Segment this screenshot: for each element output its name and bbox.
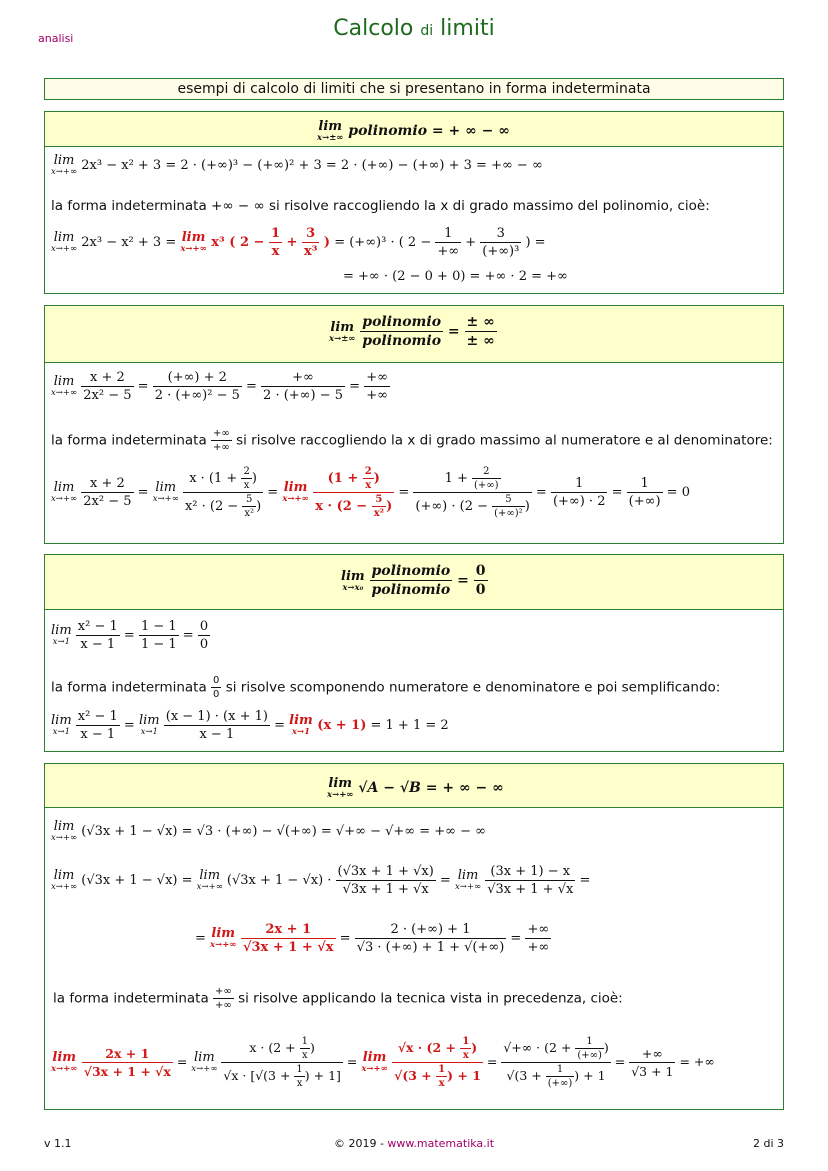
formula-result: = +∞ · (2 − 0 + 0) = +∞ · 2 = +∞ [343, 269, 568, 284]
text-part: la forma indeterminata [51, 432, 207, 449]
heading-rnum: ± ∞ [466, 314, 495, 330]
box-heading: lim x→±∞ polinomio polinomio = ± ∞ ± ∞ [45, 306, 783, 363]
page-number: 2 di 3 [752, 1137, 784, 1150]
explanation-text: la forma indeterminata +∞ − ∞ si risolve raccogliendo la x di grado massimo del polinomio, cioè: [51, 198, 710, 214]
version-label: v 1.1 [44, 1137, 72, 1150]
formula-line: lim x→+∞ 2x³ − x² + 3 = 2 · (+∞)³ − (+∞)² + 3 = 2 · (+∞) − (+∞) + 3 = +∞ − ∞ [51, 153, 543, 177]
text-part: si risolve raccogliendo la x di grado massimo al numeratore e al denominatore: [236, 432, 773, 449]
heading-den: polinomio [362, 333, 442, 349]
text-part: si risolve applicando la tecnica vista in precedenza, cioè: [238, 990, 623, 1007]
title-part: di [420, 23, 434, 39]
text-part: la forma indeterminata [53, 990, 209, 1007]
box-heading: lim x→±∞ polinomio = + ∞ − ∞ [45, 112, 783, 147]
site-link[interactable]: www.matematika.it [387, 1137, 495, 1150]
formula-line: lim x→+∞ (√3x + 1 − √x) = √3 · (+∞) − √(+∞) = √+∞ − √+∞ = +∞ − ∞ [51, 819, 486, 843]
page-title [0, 16, 828, 41]
explanation-text: la forma indeterminata +∞ +∞ si risolve raccogliendo la x di grado massimo al numeratore e al denominatore: [51, 428, 773, 453]
explanation-text: la forma indeterminata $\frac{0}{0}$ si risolve scomponendo numeratore e denominatore e poi semplificando: [51, 675, 721, 700]
copyright-text: © 2019 - [333, 1137, 388, 1150]
text-part: la forma indeterminata [51, 679, 207, 696]
formula-line: lim x→+∞ $\frac{x + 2}{\text{2x² − 5}}$ = $\frac{(+\infty) + 2}{\text{2 · (+∞)² − 5}}$ = +∞ 2 · (+∞) − 5 = +∞ +∞ [51, 370, 388, 403]
heading-num: polinomio [362, 314, 442, 330]
formula-line: lim x→+∞ (√3x + 1 − √x) = lim x→+∞ (√3x + 1 − √x) · $\frac{(√3x + 1 + √x)}{√3x + 1 + √x}$ = lim x→+∞ $\frac{(3x + 1) - x}{√3x + 1 + √x}$ = [51, 864, 591, 897]
heading-num: polinomio [371, 563, 451, 579]
heading-formula: √A − √B = + ∞ − ∞ [358, 779, 504, 796]
formula-line: lim x→+∞ 2x³ − x² + 3 = lim x→+∞ x³ ( 2 − $\frac{1}{x}$ + $\frac{3}{\text{x³}}$ ) = (+∞)³ · ( 2 − 1 +∞ + 3 (+∞)³ ) = [51, 226, 546, 259]
title-part: Calcolo [333, 16, 414, 41]
formula-line: lim x→1 $\frac{\text{x² − 1}}{x - 1}$ = $\frac{1 - 1}{1 - 1}$ = $\frac{0}{0}$ [51, 619, 209, 652]
explanation-text: la forma indeterminata +∞ +∞ si risolve applicando la tecnica vista in precedenza, cioè: [53, 986, 623, 1011]
heading-formula: polinomio = + ∞ − ∞ [348, 122, 510, 139]
copyright [0, 1137, 828, 1150]
title-part: limiti [440, 16, 495, 41]
formula-line: lim x→+∞ $\frac{x + 2}{\text{2x² − 5}}$ = lim x→+∞ x · (1 + $\frac{2}{x}$ ) x² · (2 − $\frac{5}{\text{x²}}$ ) = lim x→+∞ (1 + $\frac{2}{x}$ ) x · (2 − $\frac{5}{\text{x²}}$ ) = 1 + 2 (+∞) (+∞) · (2 − 5 (+∞)² ) = $\frac{1}{(+\infty) \cdot 2}$ = 1 (+∞) = 0 [51, 466, 690, 519]
box-polinomio-fratto [44, 305, 784, 544]
box-polinomio-zero [44, 554, 784, 752]
box-polinomio [44, 111, 784, 294]
formula-text: (√3x + 1 − √x) = √3 · (+∞) − √(+∞) = √+∞ − √+∞ = +∞ − ∞ [81, 823, 486, 839]
box-heading: lim x→x₀ polinomio polinomio = $\frac{0}{0}$ [45, 555, 783, 610]
heading-rden: ± ∞ [466, 333, 495, 349]
heading-den: polinomio [371, 582, 451, 598]
formula-line: = lim x→+∞ $\frac{2x + 1}{√3x + 1 + √x}$ = $\frac{2 \cdot (+\infty) + 1}{√3 \cdot (+\infty) + 1 + √(+\infty)}$ = +∞ +∞ [195, 922, 550, 955]
formula-text: 2x³ − x² + 3 = 2 · (+∞)³ − (+∞)² + 3 = 2 · (+∞) − (+∞) + 3 = +∞ − ∞ [81, 157, 543, 173]
box-heading: lim x→+∞ √A − √B = + ∞ − ∞ [45, 764, 783, 808]
text-part: si risolve scomponendo numeratore e denominatore e poi semplificando: [225, 679, 721, 696]
section-label: analisi [38, 32, 74, 45]
intro-banner: esempi di calcolo di limiti che si presentano in forma indeterminata [44, 78, 784, 100]
formula-line: lim x→1 $\frac{\text{x² − 1}}{x - 1}$ = lim x→1 $\frac{(x - 1) \cdot (x + 1)}{x - 1}$ = lim x→1 (x + 1) = 1 + 1 = 2 [51, 709, 449, 742]
box-radici [44, 763, 784, 1110]
formula-line: lim x→+∞ $\frac{2x + 1}{√3x + 1 + √x}$ = lim x→+∞ x · (2 + $\frac{1}{x}$ ) √x · [√(3 + $\frac{1}{x}$ ) + 1] = lim x→+∞ √x · (2 + $\frac{1}{x}$ ) √(3 + $\frac{1}{x}$ ) + 1 = √+∞ · (2 + 1 (+∞) ) √(3 + 1 (+∞) ) + 1 = +∞ √3 + 1 = +∞ [51, 1036, 715, 1089]
